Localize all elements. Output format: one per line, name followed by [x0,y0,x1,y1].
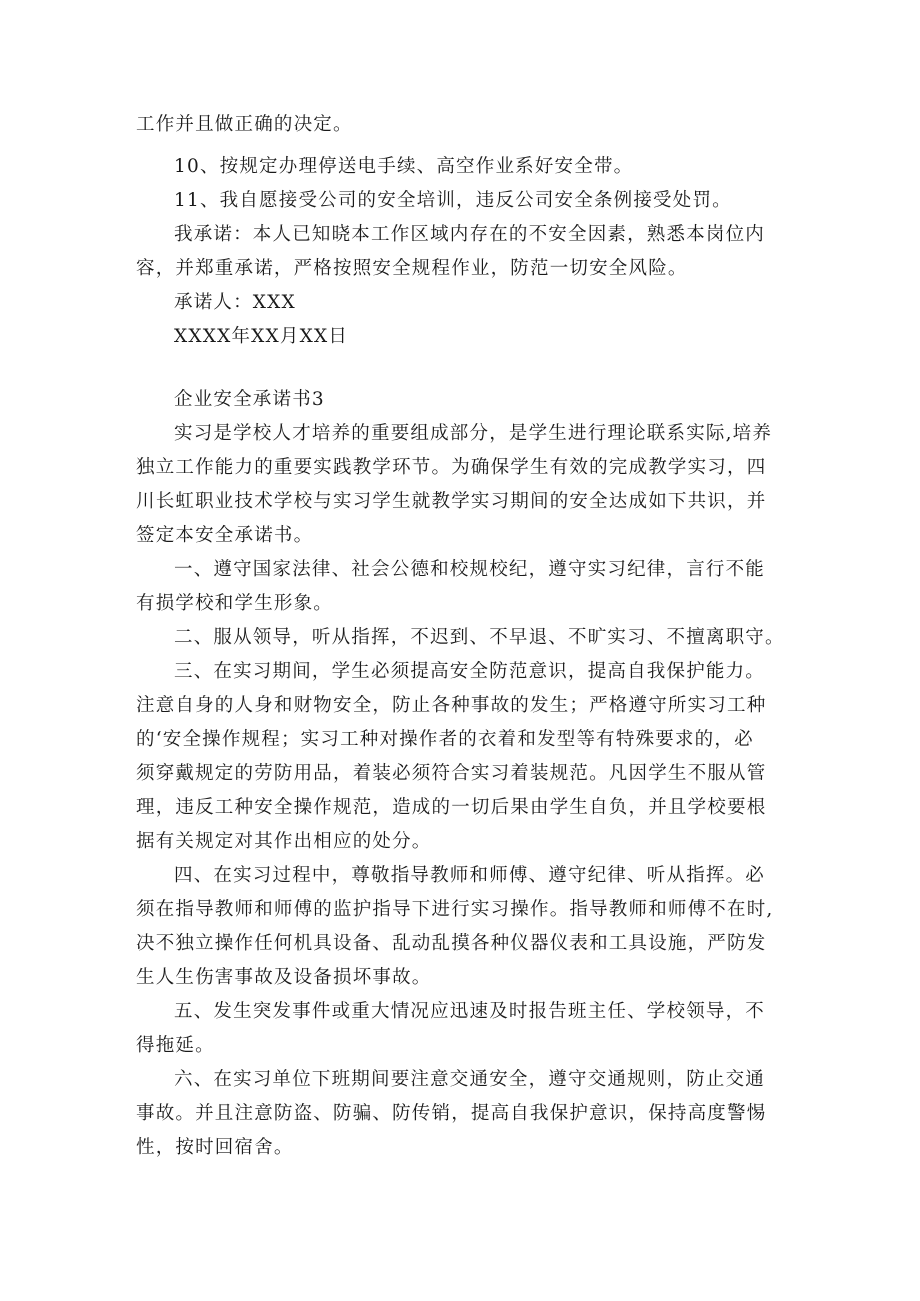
paragraph-line: 事故。并且注意防盗、防骗、防传销，提高自我保护意识，保持高度警惕 [136,1103,767,1124]
paragraph-line: 须穿戴规定的劳防用品，着装必须符合实习着装规范。凡因学生不服从管 [136,763,767,784]
paragraph-line: 理，违反工种安全操作规范，造成的一切后果由学生自负，并且学校要根 [136,797,767,818]
section-heading: 企业安全承诺书3 [174,389,325,410]
paragraph-line: 川长虹职业技术学校与实习学生就教学实习期间的安全达成如下共识，并 [136,491,767,512]
paragraph-line: 得拖延。 [136,1035,215,1056]
text-line: 工作并且做正确的决定。 [136,114,353,135]
paragraph-line: 的‘安全操作规程；实习工种对操作者的衣着和发型等有特殊要求的，必 [136,729,754,750]
paragraph-line: 四、在实习过程中，尊敬指导教师和师傅、遵守纪律、听从指挥。必 [174,865,766,886]
date-line: XXXX年XX月XX日 [174,326,349,347]
text-line: 11、我自愿接受公司的安全培训，违反公司安全条例接受处罚。 [174,190,732,211]
paragraph-line: 六、在实习单位下班期间要注意交通安全，遵守交通规则，防止交通 [174,1069,766,1090]
paragraph-line: 须在指导教师和师傅的监护指导下进行实习操作。指导教师和师傅不在时, [136,899,774,920]
paragraph-line: 决不独立操作任何机具设备、乱动乱摸各种仪器仪表和工具设施，严防发 [136,933,767,954]
paragraph-line: 独立工作能力的重要实践教学环节。为确保学生有效的完成教学实习，四 [136,457,767,478]
document-body [136,108,792,1165]
text-line: 10、按规定办理停送电手续、高空作业系好安全带。 [174,156,634,177]
paragraph-line: 三、在实习期间，学生必须提高安全防范意识，提高自我保护能力。 [174,661,766,682]
paragraph-line: 注意自身的人身和财物安全，防止各种事故的发生；严格遵守所实习工种 [136,695,767,716]
paragraph-line: 二、服从领导，听从指挥，不迟到、不早退、不旷实习、不擅离职守。 [174,627,785,648]
text-line: 容，并郑重承诺，严格按照安全规程作业，防范一切安全风险。 [136,258,688,279]
paragraph-line: 有损学校和学生形象。 [136,593,334,614]
paragraph-line: 实习是学校人才培养的重要组成部分，是学生进行理论联系实际,培养 [174,423,773,444]
paragraph-line: 生人生伤害事故及设备损坏事故。 [136,967,432,988]
paragraph-line: 一、遵守国家法律、社会公德和校规校纪，遵守实习纪律，言行不能 [174,559,766,580]
paragraph-line: 签定本安全承诺书。 [136,525,314,546]
paragraph-line: 据有关规定对其作出相应的处分。 [136,831,432,852]
paragraph-line: 性，按时回宿舍。 [136,1137,294,1158]
signatory-line: 承诺人：XXX [174,292,296,313]
paragraph-line: 五、发生突发事件或重大情况应迅速及时报告班主任、学校领导，不 [174,1001,766,1022]
text-line: 我承诺：本人已知晓本工作区域内存在的不安全因素，熟悉本岗位内 [174,224,766,245]
